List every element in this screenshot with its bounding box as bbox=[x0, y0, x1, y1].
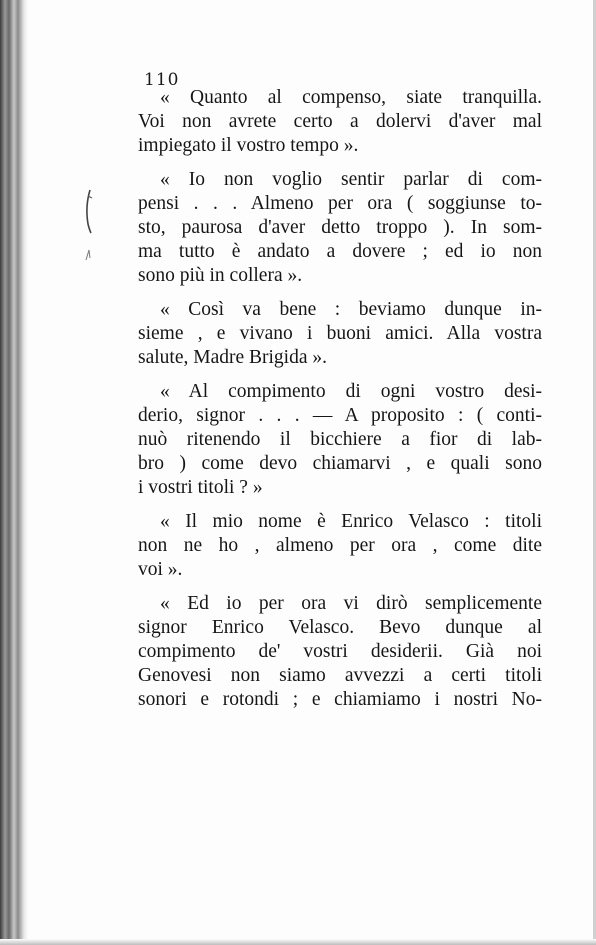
text-line: Genovesi non siamo avvezzi a certi titoli bbox=[138, 665, 542, 686]
text-line: « Quanto al compenso, siate tranquilla. bbox=[160, 87, 542, 108]
text-line: « Il mio nome è Enrico Velasco : titoli bbox=[160, 511, 542, 532]
text-line: non ne ho , almeno per ora , come dite bbox=[138, 535, 542, 556]
text-line: pensi . . . Almeno per ora ( soggiunse to- bbox=[138, 193, 542, 214]
paragraph bbox=[138, 86, 542, 158]
book-spine-shadow bbox=[0, 0, 28, 945]
text-line: Voi non avrete certo a dolervi d'aver mal bbox=[138, 111, 542, 132]
text-line: « Al compimento di ogni vostro desi- bbox=[160, 381, 542, 402]
text-line: ma tutto è andato a dovere ; ed io non bbox=[138, 241, 542, 262]
paragraph bbox=[138, 380, 542, 500]
text-line: sono più in collera ». bbox=[138, 265, 303, 286]
text-line: « Ed io per ora vi dirò semplicemente bbox=[160, 593, 542, 614]
body-text bbox=[138, 86, 542, 712]
margin-small-mark bbox=[84, 246, 92, 262]
text-line: sonori e rotondi ; e chiamiamo i nostri No- bbox=[138, 689, 542, 710]
text-line: compimento de' vostri desiderii. Già noi bbox=[138, 641, 542, 662]
text-line: impiegato il vostro tempo ». bbox=[138, 135, 359, 156]
text-line: sto, paurosa d'aver detto troppo ). In som- bbox=[138, 217, 542, 238]
margin-pencil-mark bbox=[84, 188, 94, 234]
text-line: « Così va bene : beviamo dunque in- bbox=[160, 299, 542, 320]
page-edge-bottom bbox=[0, 939, 596, 945]
page-number: 110 bbox=[144, 70, 180, 90]
text-line: nuò ritenendo il bicchiere a fior di lab- bbox=[138, 429, 542, 450]
text-line: « Io non voglio sentir parlar di com- bbox=[160, 169, 542, 190]
text-line: signor Enrico Velasco. Bevo dunque al bbox=[138, 617, 542, 638]
paragraph bbox=[138, 592, 542, 712]
paragraph bbox=[138, 168, 542, 288]
paragraph bbox=[138, 510, 542, 582]
text-line: sieme , e vivano i buoni amici. Alla vostra bbox=[138, 323, 542, 344]
text-line: salute, Madre Brigida ». bbox=[138, 347, 327, 368]
paragraph bbox=[138, 298, 542, 370]
text-line: bro ) come devo chiamarvi , e quali sono bbox=[138, 453, 542, 474]
text-line: i vostri titoli ? » bbox=[138, 477, 263, 498]
text-line: voi ». bbox=[138, 559, 183, 580]
text-line: derio, signor . . . — A proposito : ( conti- bbox=[138, 405, 542, 426]
